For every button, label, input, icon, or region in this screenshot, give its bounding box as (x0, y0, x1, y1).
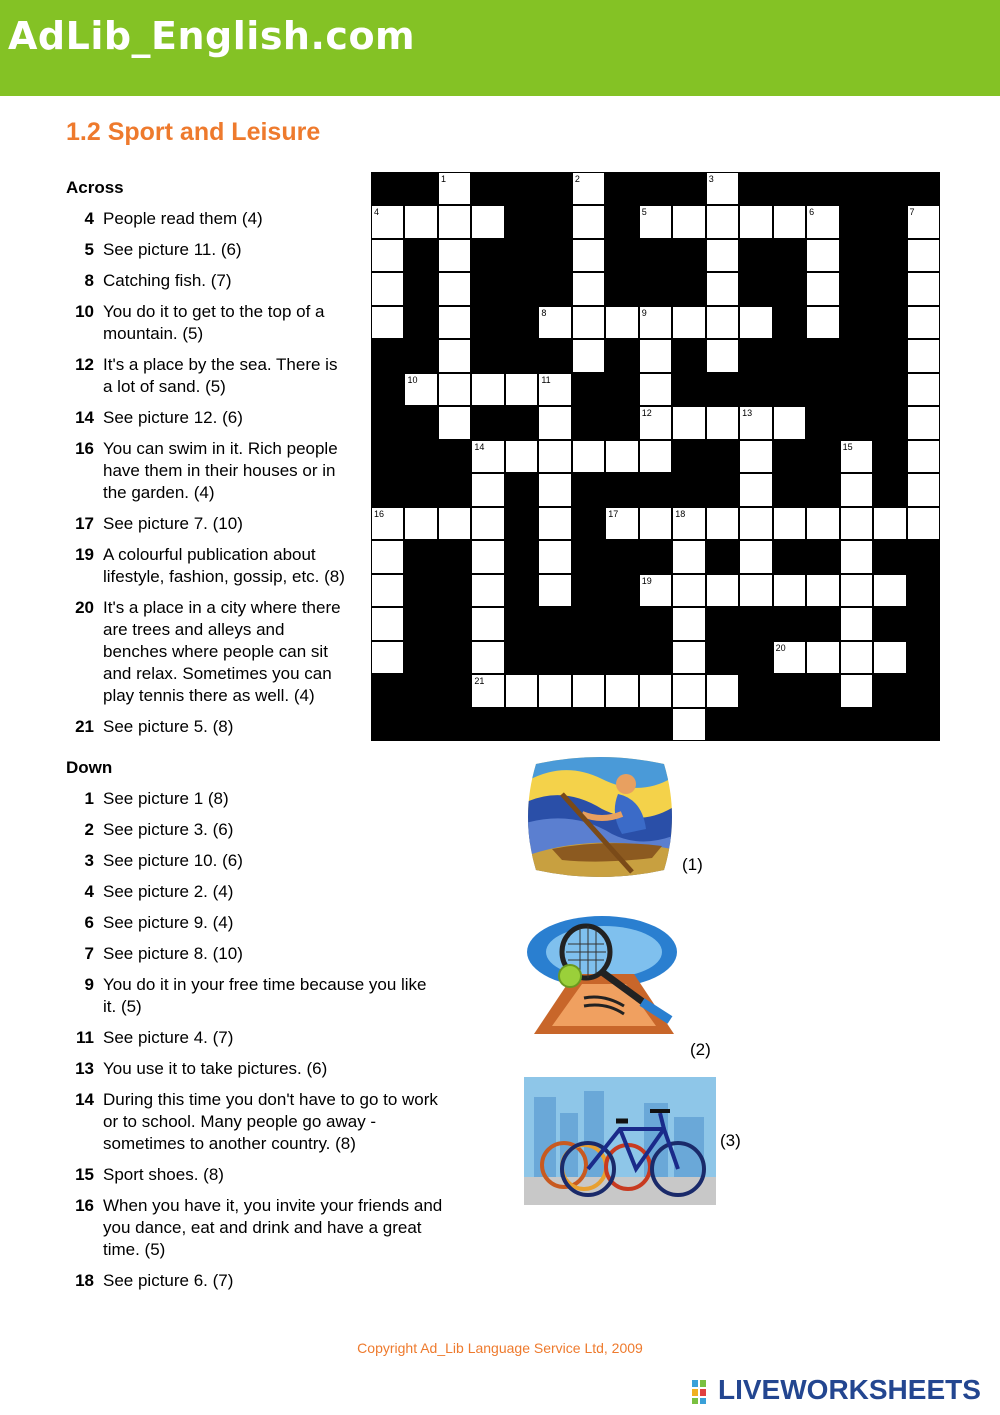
clue-text: See picture 5. (8) (103, 717, 234, 736)
clue-number: 7 (84, 944, 94, 963)
crossword-cell[interactable] (841, 541, 872, 572)
crossword-cell[interactable] (707, 240, 738, 271)
crossword-cell[interactable] (841, 642, 872, 673)
crossword-cell[interactable] (841, 675, 872, 706)
down-clue-2 (66, 819, 486, 841)
clue-text: sometimes to another country. (8) (103, 1134, 356, 1153)
cell-number: 4 (374, 207, 380, 218)
crossword-cell[interactable] (372, 240, 403, 271)
crossword-cell[interactable] (372, 575, 403, 606)
clue-text: See picture 2. (4) (103, 882, 234, 901)
picture-label-3: (3) (720, 1131, 741, 1150)
down-clue-7 (66, 943, 486, 965)
crossword-cell[interactable] (874, 642, 905, 673)
crossword-cell[interactable] (707, 508, 738, 539)
crossword-cell[interactable] (908, 374, 939, 405)
crossword-cell[interactable] (539, 675, 570, 706)
crossword-cell[interactable] (439, 173, 470, 204)
tennis-racket-icon (524, 914, 684, 1040)
clue-number: 3 (84, 851, 94, 870)
down-clue-18 (66, 1270, 486, 1292)
crossword-cell[interactable] (908, 508, 939, 539)
clue-text: See picture 11. (6) (103, 240, 242, 259)
down-clue-13 (66, 1058, 486, 1080)
crossword-cell[interactable] (372, 642, 403, 673)
down-clue-3 (66, 850, 486, 872)
crossword-cell[interactable] (707, 206, 738, 237)
cell-number: 6 (809, 207, 815, 218)
crossword-cell[interactable] (640, 407, 671, 438)
crossword-cell[interactable] (439, 340, 470, 371)
crossword-cell[interactable] (640, 340, 671, 371)
crossword-cell[interactable] (472, 441, 503, 472)
cell-number: 14 (474, 441, 485, 452)
clue-number: 6 (84, 913, 94, 932)
cell-number: 7 (909, 207, 915, 218)
clue-text: mountain. (5) (103, 324, 204, 343)
clue-text: You use it to take pictures. (6) (103, 1059, 328, 1078)
crossword-cell[interactable] (439, 273, 470, 304)
crossword-cell[interactable] (673, 508, 704, 539)
crossword-cell[interactable] (707, 173, 738, 204)
crossword-cell[interactable] (640, 441, 671, 472)
crossword-cell[interactable] (439, 240, 470, 271)
crossword-cell[interactable] (640, 575, 671, 606)
crossword-cell[interactable] (707, 273, 738, 304)
clue-text: See picture 10. (6) (103, 851, 243, 870)
clue-text: have them in their houses or in (103, 461, 336, 480)
clue-number: 2 (84, 820, 94, 839)
cell-number: 11 (541, 374, 551, 385)
down-clue-14 (66, 1089, 486, 1155)
crossword-cell[interactable] (908, 340, 939, 371)
cell-number: 18 (675, 508, 686, 519)
clue-text: Sport shoes. (8) (103, 1165, 224, 1184)
copyright-text: Copyright Ad_Lib Language Service Ltd, 2009 (357, 1340, 643, 1356)
clue-text: When you have it, you invite your friends and (103, 1196, 443, 1215)
crossword-cell[interactable] (640, 675, 671, 706)
clue-text: the garden. (4) (103, 483, 215, 502)
clue-text: You do it to get to the top of a (103, 302, 325, 321)
crossword-cell[interactable] (472, 541, 503, 572)
crossword-cell[interactable] (841, 441, 872, 472)
clue-text: It's a place in a city where there (103, 598, 341, 617)
crossword-cell[interactable] (707, 575, 738, 606)
crossword-cell[interactable] (841, 474, 872, 505)
crossword-cell[interactable] (640, 206, 671, 237)
crossword-cell[interactable] (707, 407, 738, 438)
clue-text: You can swim in it. Rich people (103, 439, 338, 458)
cell-number: 20 (775, 642, 786, 653)
clue-text: People read them (4) (103, 209, 263, 228)
crossword-cell[interactable] (539, 575, 570, 606)
crossword-cell[interactable] (673, 407, 704, 438)
down-clue-15 (66, 1164, 486, 1186)
crossword-cell[interactable] (573, 307, 604, 338)
crossword-cell[interactable] (573, 273, 604, 304)
crossword-cell[interactable] (841, 608, 872, 639)
crossword-cell[interactable] (539, 407, 570, 438)
cell-number: 13 (742, 408, 753, 419)
crossword-cell[interactable] (740, 508, 771, 539)
clue-number: 14 (75, 408, 94, 427)
clue-number: 9 (84, 975, 94, 994)
down-clue-6 (66, 912, 486, 934)
cell-number: 15 (842, 441, 853, 452)
crossword-cell[interactable] (874, 508, 905, 539)
crossword-cell[interactable] (807, 307, 838, 338)
crossword-cell[interactable] (807, 273, 838, 304)
crossword-cell[interactable] (472, 575, 503, 606)
crossword-cell[interactable] (673, 575, 704, 606)
crossword-cell[interactable] (506, 374, 537, 405)
clue-number: 14 (75, 1090, 94, 1109)
clue-text: you dance, eat and drink and have a great (103, 1218, 422, 1237)
cell-number: 5 (641, 207, 647, 218)
down-clue-16 (66, 1195, 486, 1261)
crossword-cell[interactable] (573, 173, 604, 204)
crossword-cell[interactable] (740, 541, 771, 572)
crossword-cell[interactable] (841, 575, 872, 606)
clue-text: lifestyle, fashion, gossip, etc. (8) (103, 567, 345, 586)
crossword-cell[interactable] (774, 575, 805, 606)
clue-text: See picture 12. (6) (103, 408, 243, 427)
crossword-cell[interactable] (640, 307, 671, 338)
crossword-cell[interactable] (539, 541, 570, 572)
crossword-cell[interactable] (673, 709, 704, 740)
crossword-cell[interactable] (606, 441, 637, 472)
crossword-cell[interactable] (740, 307, 771, 338)
crossword-cell[interactable] (774, 407, 805, 438)
page-title: 1.2 Sport and Leisure (66, 118, 321, 146)
crossword-cell[interactable] (774, 642, 805, 673)
crossword-cell[interactable] (372, 273, 403, 304)
crossword-cell[interactable] (439, 206, 470, 237)
crossword-cell[interactable] (707, 675, 738, 706)
cell-number: 8 (541, 307, 547, 318)
crossword-cell[interactable] (372, 307, 403, 338)
cell-number: 19 (641, 575, 652, 586)
clue-number: 13 (75, 1059, 94, 1078)
crossword-cell[interactable] (506, 441, 537, 472)
clue-text: See picture 7. (10) (103, 514, 243, 533)
clue-number: 4 (84, 882, 94, 901)
crossword-cell[interactable] (807, 642, 838, 673)
clue-text: See picture 8. (10) (103, 944, 243, 963)
crossword-cell[interactable] (372, 608, 403, 639)
picture-label-2: (2) (690, 1040, 711, 1059)
crossword-grid (371, 172, 940, 741)
clue-number: 17 (75, 514, 94, 533)
clue-text: it. (5) (103, 997, 142, 1016)
clue-text: benches where people can sit (103, 642, 328, 661)
crossword-cell[interactable] (606, 675, 637, 706)
clue-text: A colourful publication about (103, 545, 316, 564)
clue-text: time. (5) (103, 1240, 166, 1259)
crossword-cell[interactable] (908, 407, 939, 438)
crossword-cell[interactable] (908, 307, 939, 338)
crossword-cell[interactable] (740, 474, 771, 505)
picture-label-1: (1) (682, 855, 703, 874)
crossword-cell[interactable] (807, 206, 838, 237)
clue-number: 15 (75, 1165, 94, 1184)
crossword-cell[interactable] (405, 374, 436, 405)
crossword-cell[interactable] (439, 407, 470, 438)
header-bar (0, 0, 1000, 96)
clue-text: a lot of sand. (5) (103, 377, 226, 396)
crossword-cell[interactable] (472, 608, 503, 639)
cell-number: 16 (374, 508, 385, 519)
crossword-cell[interactable] (472, 474, 503, 505)
clue-number: 16 (75, 439, 94, 458)
clue-text: See picture 6. (7) (103, 1271, 234, 1290)
down-clue-9 (66, 974, 486, 1018)
across-heading: Across (66, 178, 124, 197)
crossword-cell[interactable] (908, 206, 939, 237)
cell-number: 2 (574, 174, 580, 184)
liveworksheets-logo-icon (692, 1380, 714, 1404)
crossword-cell[interactable] (539, 307, 570, 338)
clue-text: or to school. Many people go away - (103, 1112, 377, 1131)
down-clue-4 (66, 881, 486, 903)
clue-number: 8 (84, 271, 94, 290)
cell-number: 9 (641, 307, 647, 318)
crossword-cell[interactable] (874, 575, 905, 606)
crossword-cell[interactable] (807, 575, 838, 606)
crossword-cell[interactable] (539, 508, 570, 539)
crossword-cell[interactable] (774, 206, 805, 237)
clue-text: play tennis there as well. (4) (103, 686, 315, 705)
cell-number: 3 (708, 174, 714, 184)
clue-number: 19 (75, 545, 94, 564)
crossword-cell[interactable] (405, 206, 436, 237)
clue-number: 5 (84, 240, 94, 259)
crossword-cell[interactable] (439, 508, 470, 539)
cell-number: 12 (641, 408, 652, 419)
rowing-kayak-icon (522, 754, 678, 880)
clue-number: 16 (75, 1196, 94, 1215)
crossword-cell[interactable] (573, 441, 604, 472)
crossword-cell[interactable] (472, 675, 503, 706)
crossword-cell[interactable] (740, 441, 771, 472)
crossword-cell[interactable] (841, 508, 872, 539)
crossword-cell[interactable] (573, 675, 604, 706)
cell-number: 1 (440, 174, 446, 184)
clue-number: 21 (75, 717, 94, 736)
site-logo: AdLib_English.com (8, 14, 416, 58)
crossword-cell[interactable] (372, 508, 403, 539)
crossword-cell[interactable] (640, 508, 671, 539)
crossword-cell[interactable] (673, 541, 704, 572)
crossword-cell[interactable] (673, 307, 704, 338)
clue-number: 1 (84, 789, 94, 808)
crossword-cell[interactable] (707, 340, 738, 371)
clue-number: 12 (75, 355, 94, 374)
cell-number: 17 (608, 508, 619, 519)
crossword-cell[interactable] (372, 206, 403, 237)
crossword-cell[interactable] (908, 474, 939, 505)
clue-text: and relax. Sometimes you can (103, 664, 332, 683)
crossword-cell[interactable] (506, 675, 537, 706)
clue-text: It's a place by the sea. There is (103, 355, 338, 374)
crossword-cell[interactable] (774, 508, 805, 539)
clue-text: See picture 4. (7) (103, 1028, 234, 1047)
crossword-cell[interactable] (472, 508, 503, 539)
crossword-cell[interactable] (573, 206, 604, 237)
clue-text: are trees and alleys and (103, 620, 285, 639)
crossword-cell[interactable] (573, 340, 604, 371)
crossword-cell[interactable] (573, 240, 604, 271)
crossword-cell[interactable] (606, 508, 637, 539)
clue-text: Catching fish. (7) (103, 271, 232, 290)
crossword-cell[interactable] (740, 575, 771, 606)
crossword-cell[interactable] (673, 206, 704, 237)
crossword-cell[interactable] (472, 206, 503, 237)
crossword-cell[interactable] (673, 675, 704, 706)
clue-number: 10 (75, 302, 94, 321)
clue-text: See picture 9. (4) (103, 913, 234, 932)
down-clue-11 (66, 1027, 486, 1049)
crossword-cell[interactable] (807, 508, 838, 539)
crossword-cell[interactable] (372, 541, 403, 572)
clue-number: 18 (75, 1271, 94, 1290)
crossword-cell[interactable] (539, 441, 570, 472)
crossword-cell[interactable] (740, 206, 771, 237)
clue-text: You do it in your free time because you like (103, 975, 427, 994)
crossword-cell[interactable] (439, 307, 470, 338)
cell-number: 21 (474, 676, 485, 687)
crossword-cell[interactable] (908, 240, 939, 271)
down-clue-1 (66, 788, 486, 810)
down-heading: Down (66, 758, 113, 777)
bicycles-icon (524, 1077, 716, 1205)
cell-number: 10 (407, 374, 418, 385)
crossword-cell[interactable] (673, 608, 704, 639)
crossword-cell[interactable] (807, 240, 838, 271)
clue-text: See picture 3. (6) (103, 820, 234, 839)
crossword-cell[interactable] (472, 642, 503, 673)
clue-text: See picture 1 (8) (103, 789, 229, 808)
crossword-cell[interactable] (640, 374, 671, 405)
crossword-cell[interactable] (472, 374, 503, 405)
clue-number: 20 (75, 598, 94, 617)
liveworksheets-brand: LIVEWORKSHEETS (718, 1374, 981, 1405)
crossword-cell[interactable] (740, 407, 771, 438)
crossword-cell[interactable] (908, 441, 939, 472)
crossword-cell[interactable] (539, 474, 570, 505)
crossword-cell[interactable] (606, 307, 637, 338)
crossword-cell[interactable] (405, 508, 436, 539)
clue-number: 11 (76, 1028, 94, 1047)
crossword-cell[interactable] (673, 642, 704, 673)
clue-text: During this time you don't have to go to work (103, 1090, 438, 1109)
crossword-cell[interactable] (707, 307, 738, 338)
crossword-cell[interactable] (539, 374, 570, 405)
crossword-cell[interactable] (439, 374, 470, 405)
crossword-cell[interactable] (908, 273, 939, 304)
clue-number: 4 (84, 209, 94, 228)
